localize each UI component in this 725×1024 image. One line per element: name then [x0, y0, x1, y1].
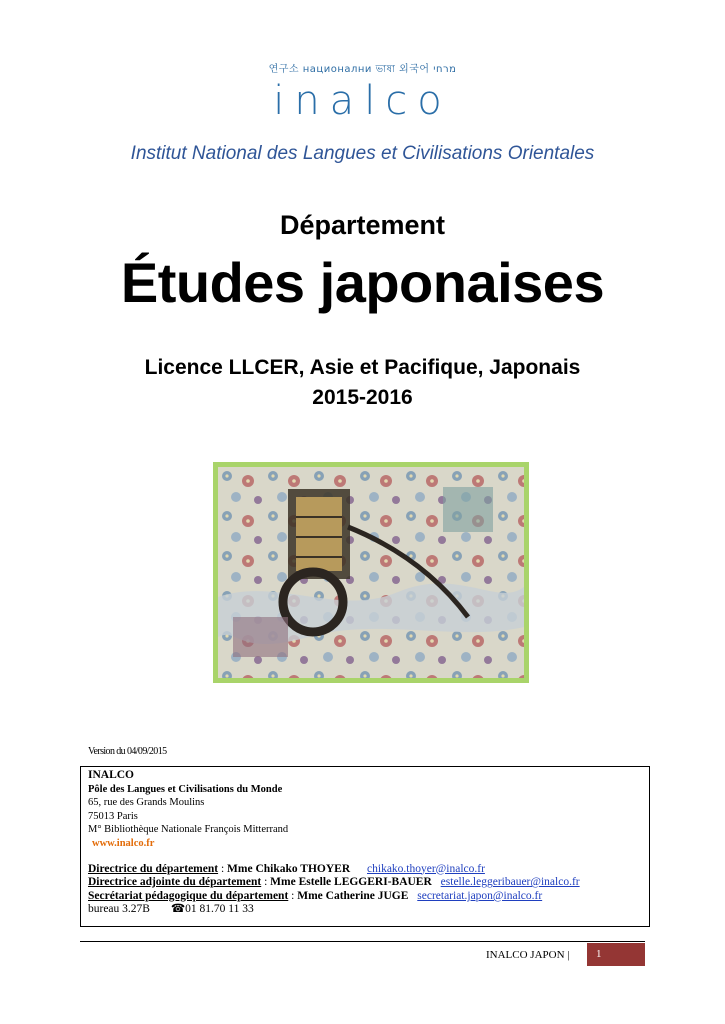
org-name: INALCO: [88, 769, 135, 781]
contact-box: [80, 766, 650, 927]
licence-block: [0, 353, 725, 413]
email-link[interactable]: chikako.thoyer@inalco.fr: [367, 862, 485, 875]
kimono-fabric-image: [213, 462, 529, 683]
separator: :: [261, 876, 271, 889]
role-label: Directrice adjointe du département: [88, 876, 262, 889]
footer-divider: [80, 941, 645, 942]
separator: :: [218, 862, 228, 875]
academic-year: 2015-2016: [312, 386, 413, 409]
logo-tagline: 연구소 национални ভাষা 외국어 מרחי: [268, 64, 457, 75]
phone-icon: ☎: [170, 903, 186, 916]
person-name: Mme Chikako THOYER: [227, 862, 351, 875]
logo-wordmark: inalco: [273, 78, 452, 124]
contact-row-director: [88, 863, 642, 877]
contact-row-deputy: [88, 876, 642, 890]
office-row: [88, 903, 642, 917]
email-link[interactable]: estelle.leggeribauer@inalco.fr: [440, 876, 580, 889]
licence-title: Licence LLCER, Asie et Pacifique, Japonais: [144, 356, 581, 379]
version-date: Version du 04/09/2015: [88, 746, 167, 757]
office-number: bureau 3.27B: [88, 903, 150, 916]
person-name: Mme Catherine JUGE: [297, 889, 409, 902]
role-label: Secrétariat pédagogique du département: [88, 889, 289, 902]
contact-row-secretariat: [88, 890, 642, 904]
metro-station: M° Bibliothèque Nationale François Mitterrand: [88, 824, 289, 836]
role-label: Directrice du département: [88, 862, 219, 875]
page-number: 1: [587, 943, 645, 966]
department-heading: Département: [279, 210, 446, 240]
phone-number: 01 81.70 11 33: [185, 903, 254, 916]
institut-name: Institut National des Langues et Civilisations Orientales: [130, 143, 595, 164]
website-row: [88, 837, 642, 851]
street-address: 65, rue des Grands Moulins: [88, 797, 205, 809]
city-address: 75013 Paris: [88, 810, 138, 822]
page-title: Études japonaises: [120, 251, 605, 314]
pole-name: Pôle des Langues et Civilisations du Monde: [88, 783, 283, 795]
person-name: Mme Estelle LEGGERI-BAUER: [270, 876, 432, 889]
website-link[interactable]: www.inalco.fr: [92, 837, 155, 849]
email-link[interactable]: secretariat.japon@inalco.fr: [417, 889, 543, 902]
inalco-logo: [0, 60, 725, 123]
separator: :: [288, 889, 298, 902]
footer-label: INALCO JAPON |: [486, 949, 570, 961]
